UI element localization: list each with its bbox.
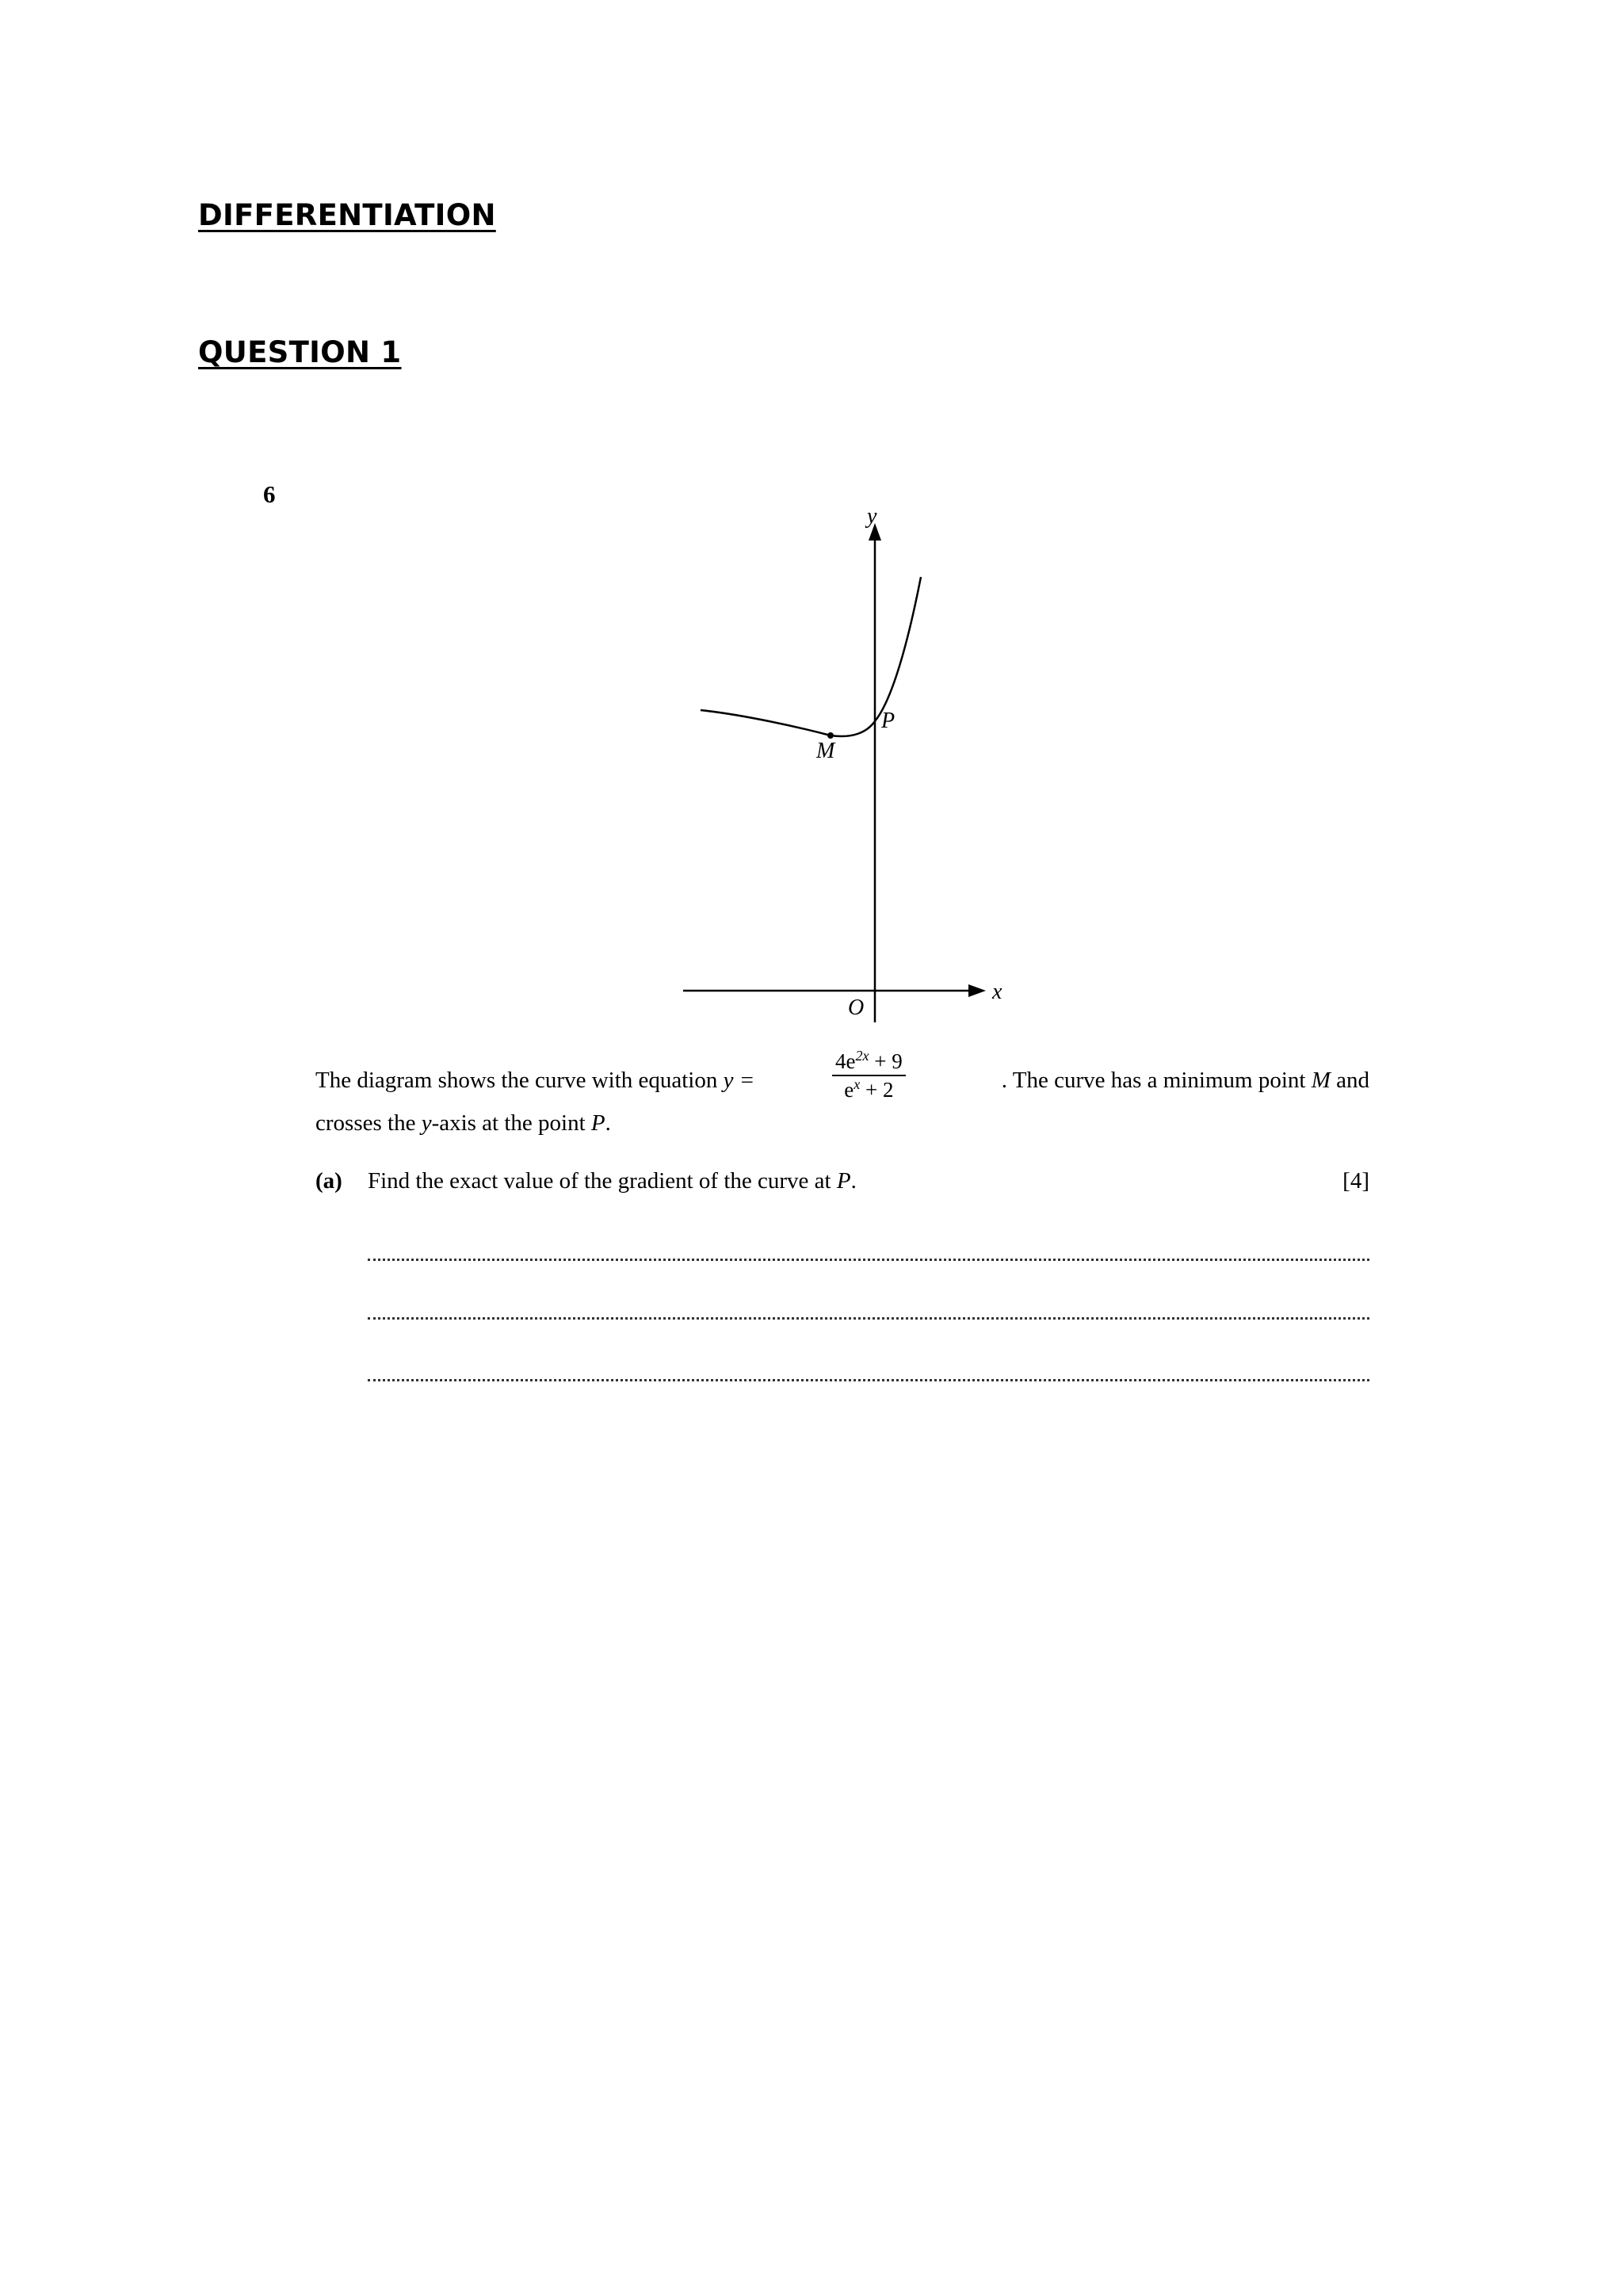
point-p-label: P: [881, 709, 896, 733]
question-number: 6: [263, 480, 276, 508]
question-stem: [315, 1048, 1369, 1141]
answer-line-2[interactable]: [368, 1317, 1369, 1320]
y-axis-label: y: [867, 504, 877, 529]
minimum-point-m: [827, 732, 834, 739]
stem-line1-right: . The curve has a minimum point M and: [1001, 1068, 1369, 1093]
equation-fraction: [832, 1048, 906, 1103]
answer-line-1[interactable]: [368, 1259, 1369, 1261]
fraction-denominator: $e^x + 2$: [844, 1076, 894, 1102]
question-heading: QUESTION 1: [198, 335, 402, 369]
topic-heading: DIFFERENTIATION: [198, 198, 496, 232]
fraction-numerator: $4e^{2x} + 9$: [832, 1048, 906, 1076]
x-axis-label: x: [992, 980, 1002, 1004]
part-a-text: Find the exact value of the gradient of the curve at P.: [368, 1168, 857, 1194]
stem-line2: crosses the y-axis at the point P.: [315, 1110, 611, 1136]
part-a-label: (a): [315, 1168, 342, 1194]
point-m-label: M: [816, 739, 835, 763]
x-axis-arrow: [968, 984, 986, 997]
stem-line1-left: The diagram shows the curve with equation y =: [315, 1068, 755, 1093]
answer-line-3[interactable]: [368, 1379, 1369, 1381]
origin-label: O: [848, 995, 865, 1020]
part-a-marks: [4]: [1342, 1168, 1369, 1194]
curve-diagram: [658, 491, 1022, 1030]
